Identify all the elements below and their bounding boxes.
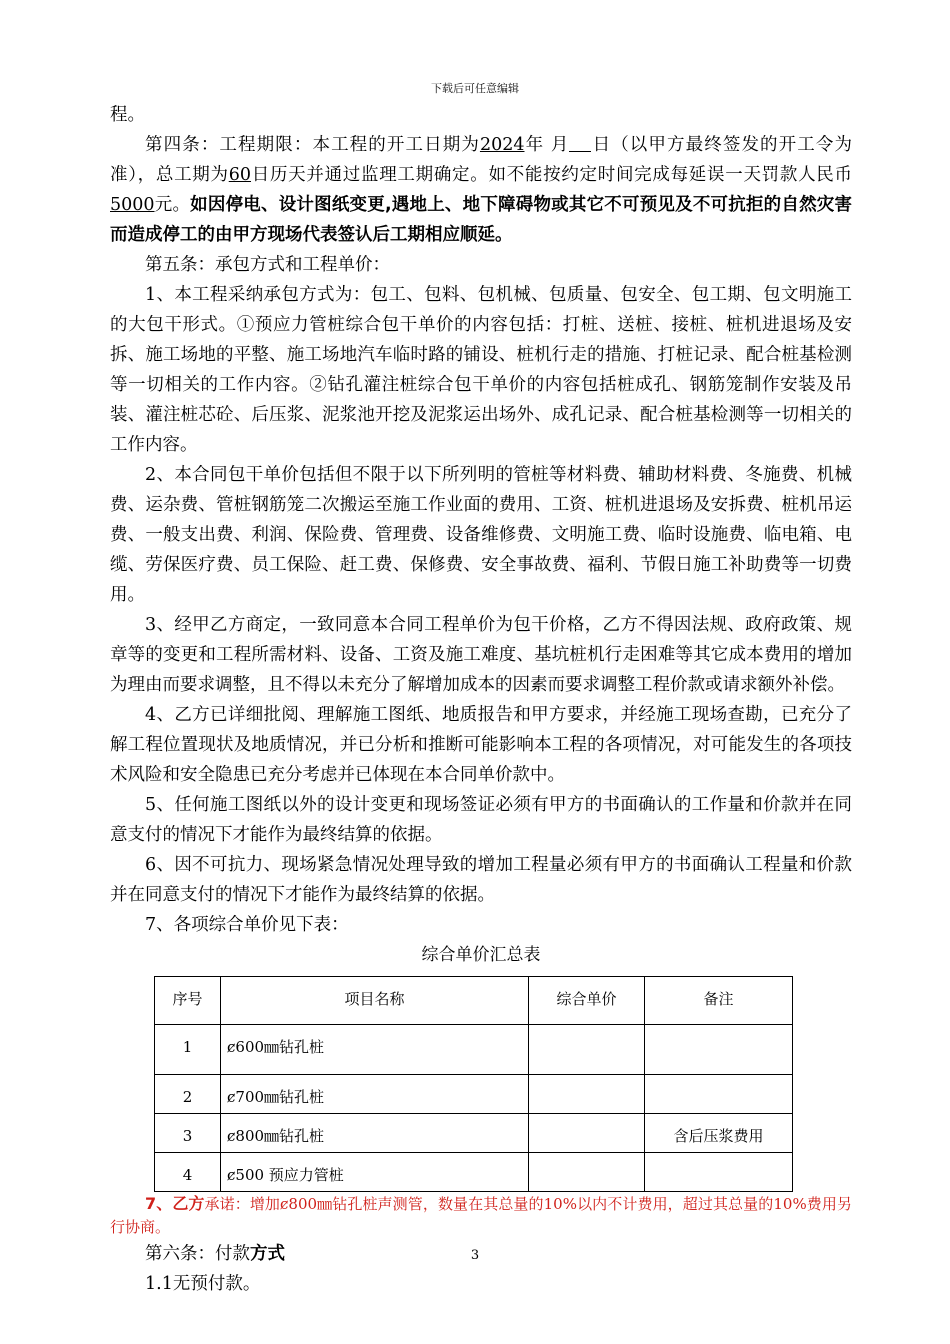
article-5-item-5: 5、任何施工图纸以外的设计变更和现场签证必须有甲方的书面确认的工作量和价款并在同意支付的情况下才能作为最终结算的依据。 — [110, 795, 852, 845]
red-commitment-note — [110, 1192, 852, 1239]
row-note — [645, 1025, 793, 1075]
row-note — [645, 1075, 793, 1114]
table-header-row — [155, 977, 793, 1025]
article-4-text-d: 日历天并通过监理工期确定。如不能按约定时间完成每延误一天罚款人民币 — [251, 165, 852, 185]
table-row — [155, 1025, 793, 1075]
start-year: 2024 — [479, 135, 525, 155]
article-5-item-1: 1、本工程采纳承包方式为：包工、包料、包机械、包质量、包安全、包工期、包文明施工的大包干形式。①预应力管桩综合包干单价的内容包括：打桩、送桩、接桩、桩机进退场及安拆、施工场地的平整、施工场地汽车临时路的铺设、桩机行走的措施、打桩记录、配合桩基检测等一切相关的工作内容。②钻孔灌注桩综合包干单价的内容包括桩成孔、钢筋笼制作安装及吊装、灌注桩芯砼、后压浆、泥浆池开挖及泥浆运出场外、成孔记录、配合桩基检测等一切相关的工作内容。 — [110, 285, 852, 455]
row-no: 1 — [155, 1025, 221, 1075]
fine-amount: 5000 — [110, 195, 155, 215]
header-price: 综合单价 — [529, 977, 645, 1025]
row-price — [529, 1025, 645, 1075]
article-5-item-4: 4、乙方已详细批阅、理解施工图纸、地质报告和甲方要求，并经施工现场查勘，已充分了解工程位置现状及地质情况，并已分析和推断可能影响本工程的各项情况，对可能发生的各项技术风险和安全隐患已充分考虑并已体现在本合同单价款中。 — [110, 705, 852, 785]
paragraph-continuation: 程。 — [110, 105, 145, 125]
red-note-lead: 7、乙方 — [145, 1194, 205, 1213]
row-no: 4 — [155, 1153, 221, 1192]
article-6-title-a: 第六条：付款 — [145, 1244, 250, 1264]
row-no: 2 — [155, 1075, 221, 1114]
row-name: ȼ800㎜钻孔桩 — [221, 1114, 529, 1153]
page-number: 3 — [470, 1248, 480, 1263]
row-no: 3 — [155, 1114, 221, 1153]
total-days: 60 — [228, 165, 252, 185]
row-note: 含后压浆费用 — [645, 1114, 793, 1153]
article-6-item-1: 1.1无预付款。 — [145, 1274, 261, 1294]
red-note-text: 承诺：增加ȼ800㎜钻孔桩声测管，数量在其总量的10%以内不计费用，超过其总量的10%费用另行协商。 — [110, 1195, 852, 1236]
article-4-text-e: 元。 — [154, 195, 191, 215]
article-4-text-c: 日（以甲方最终签发的开工令为准），总工期为 — [110, 135, 852, 185]
article-4-text-b: 年 月 — [524, 135, 570, 155]
row-name: ȼ700㎜钻孔桩 — [221, 1075, 529, 1114]
table-title: 综合单价汇总表 — [421, 945, 541, 965]
article-6-title-b: 方式 — [250, 1244, 285, 1264]
article-5-title: 第五条：承包方式和工程单价： — [145, 255, 390, 275]
article-4-text-a: 第四条：工程期限：本工程的开工日期为 — [145, 135, 480, 155]
unit-price-table — [154, 976, 793, 1192]
article-4-paragraph — [110, 130, 852, 250]
row-note — [645, 1153, 793, 1192]
table-row — [155, 1075, 793, 1114]
header-no: 序号 — [155, 977, 221, 1025]
article-5-item-2: 2、本合同包干单价包括但不限于以下所列明的管桩等材料费、辅助材料费、冬施费、机械费、运杂费、管桩钢筋笼二次搬运至施工作业面的费用、工资、桩机进退场及安拆费、桩机吊运费、一般支出费、利润、保险费、管理费、设备维修费、文明施工费、临时设施费、临电箱、电缆、劳保医疗费、员工保险、赶工费、保修费、安全事故费、福利、节假日施工补助费等一切费用。 — [110, 465, 852, 605]
row-price — [529, 1153, 645, 1192]
row-name: ȼ600㎜钻孔桩 — [221, 1025, 529, 1075]
article-5-item-7: 7、各项综合单价见下表： — [145, 915, 349, 935]
table-row — [155, 1114, 793, 1153]
row-price — [529, 1075, 645, 1114]
article-4-bold-clause: 如因停电、设计图纸变更,遇地上、地下障碍物或其它不可预见及不可抗拒的自然灾害而造成停工的由甲方现场代表签认后工期相应顺延。 — [110, 195, 852, 245]
blank-day-field — [569, 133, 591, 152]
row-price — [529, 1114, 645, 1153]
table-row — [155, 1153, 793, 1192]
article-5-item-3: 3、经甲乙方商定，一致同意本合同工程单价为包干价格，乙方不得因法规、政府政策、规章等的变更和工程所需材料、设备、工资及施工难度、基坑桩机行走困难等其它成本费用的增加为理由而要求调整，且不得以未充分了解增加成本的因素而要求调整工程价款或请求额外补偿。 — [110, 615, 852, 695]
header-note: 备注 — [645, 977, 793, 1025]
article-5-item-6: 6、因不可抗力、现场紧急情况处理导致的增加工程量必须有甲方的书面确认工程量和价款并在同意支付的情况下才能作为最终结算的依据。 — [110, 855, 852, 905]
document-body — [110, 100, 852, 1299]
page-header: 下载后可任意编辑 — [431, 82, 519, 95]
header-name: 项目名称 — [221, 977, 529, 1025]
row-name: ȼ500 预应力管桩 — [221, 1153, 529, 1192]
